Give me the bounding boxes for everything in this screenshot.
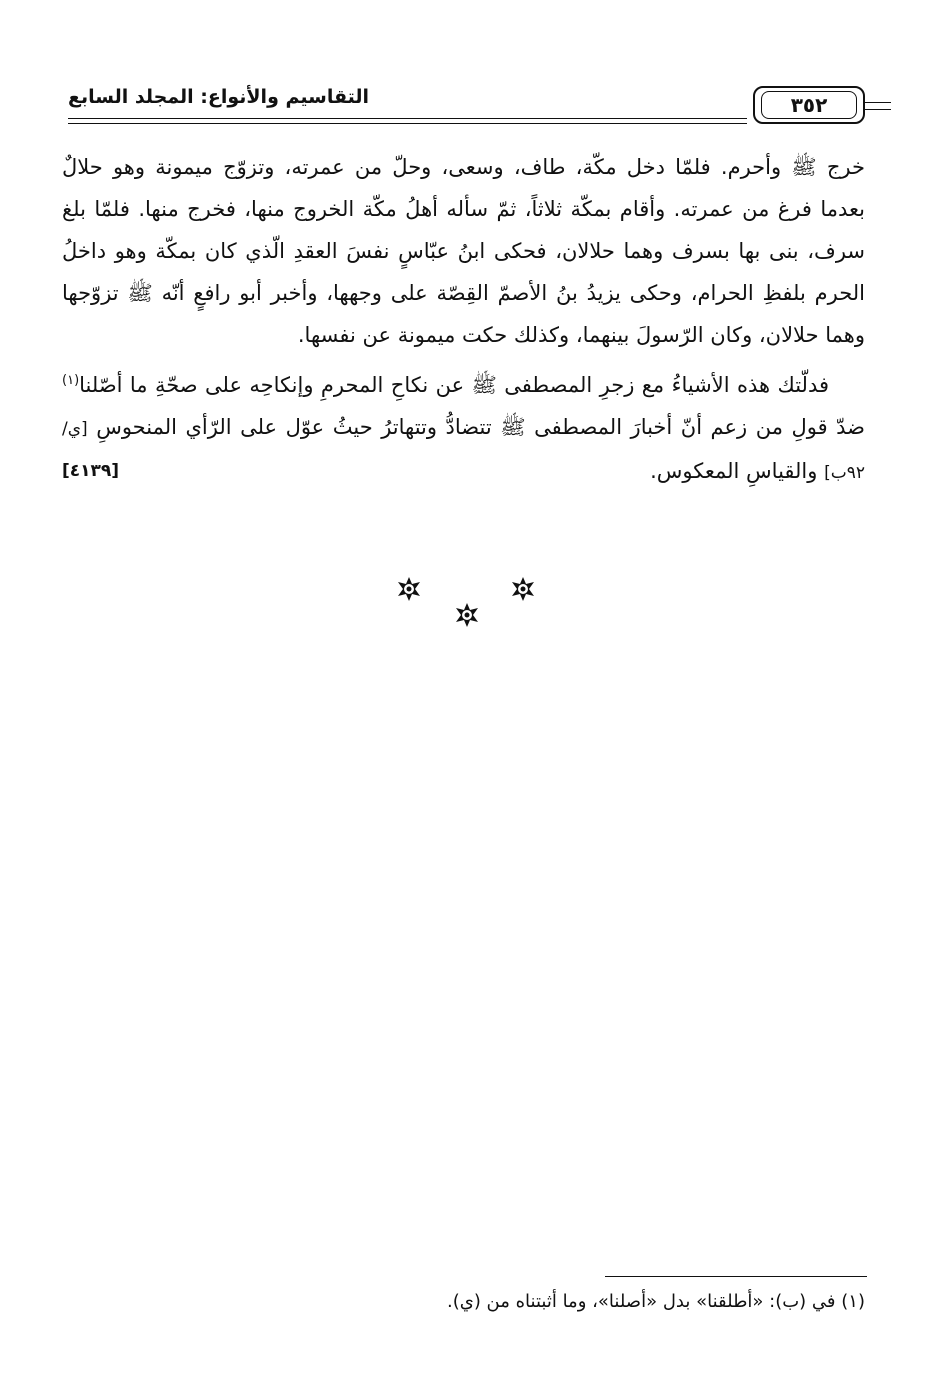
header-rule — [68, 118, 747, 124]
ornament-star-icon — [396, 576, 422, 602]
footnote-separator — [605, 1276, 867, 1277]
footnote-1-marker: (١) — [841, 1291, 865, 1312]
badge-rule — [865, 102, 891, 110]
main-text — [62, 146, 865, 502]
manuscript-ref: [ي/٩٢ب] — [62, 419, 865, 483]
paragraph-2-part-a: فدلّتك هذه الأشياءُ مع زجرِ المصطفى ﷺ عن نكاحِ المحرمِ وإنكاحِه على صحّةِ ما أصّلنا — [79, 373, 829, 397]
footnote-1-text: في (ب): «أطلقنا» بدل «أصلنا»، وما أثبتناه من (ي). — [446, 1291, 836, 1312]
paragraph-2 — [62, 364, 865, 494]
footnote-1 — [300, 1288, 865, 1316]
page-number-badge — [753, 86, 865, 124]
paragraph-2-part-c: والقياسِ المعكوس. — [650, 459, 825, 483]
footnote-marker[interactable]: (١) — [62, 373, 80, 388]
paragraph-1: خرج ﷺ وأحرم. فلمّا دخل مكّة، طاف، وسعى، وحلّ من عمرته، وتزوّج ميمونة وهو حلالٌ بعدما فرغ من عمرته. وأقام بمكّة ثلاثاً، ثمّ سأله أهلُ مكّة الخروج منها، فخرج منها. فلمّا بلغ سرف، بنى بها بسرف وهما حلالان، فحكى ابنُ عبّاسٍ نفسَ العقدِ الّذي كان بمكّة وهو داخلُ الحرم بلفظِ الحرام، وحكى يزيدُ بنُ الأصمّ القِصّة على وجهها، وأخبر أبو رافعٍ أنّه ﷺ تزوّجها وهما حلالان، وكان الرّسولَ بينهما، وكذلك حكت ميمونة عن نفسها. — [62, 155, 865, 347]
page-number: ٣٥٢ — [761, 91, 857, 119]
paragraph-2-part-b: ضدّ قولِ من زعم أنّ أخبارَ المصطفى ﷺ تتضادُّ وتتهاترُ حيثُ عوّل على الرّأي المنحوسِ — [87, 415, 865, 439]
hadith-number: [٤١٣٩] — [62, 461, 120, 481]
ornament-star-icon — [454, 602, 480, 628]
page-header — [68, 82, 865, 126]
section-ornaments — [0, 570, 945, 630]
ornament-star-icon — [510, 576, 536, 602]
running-title: التقاسيم والأنواع: المجلد السابع — [68, 86, 370, 108]
